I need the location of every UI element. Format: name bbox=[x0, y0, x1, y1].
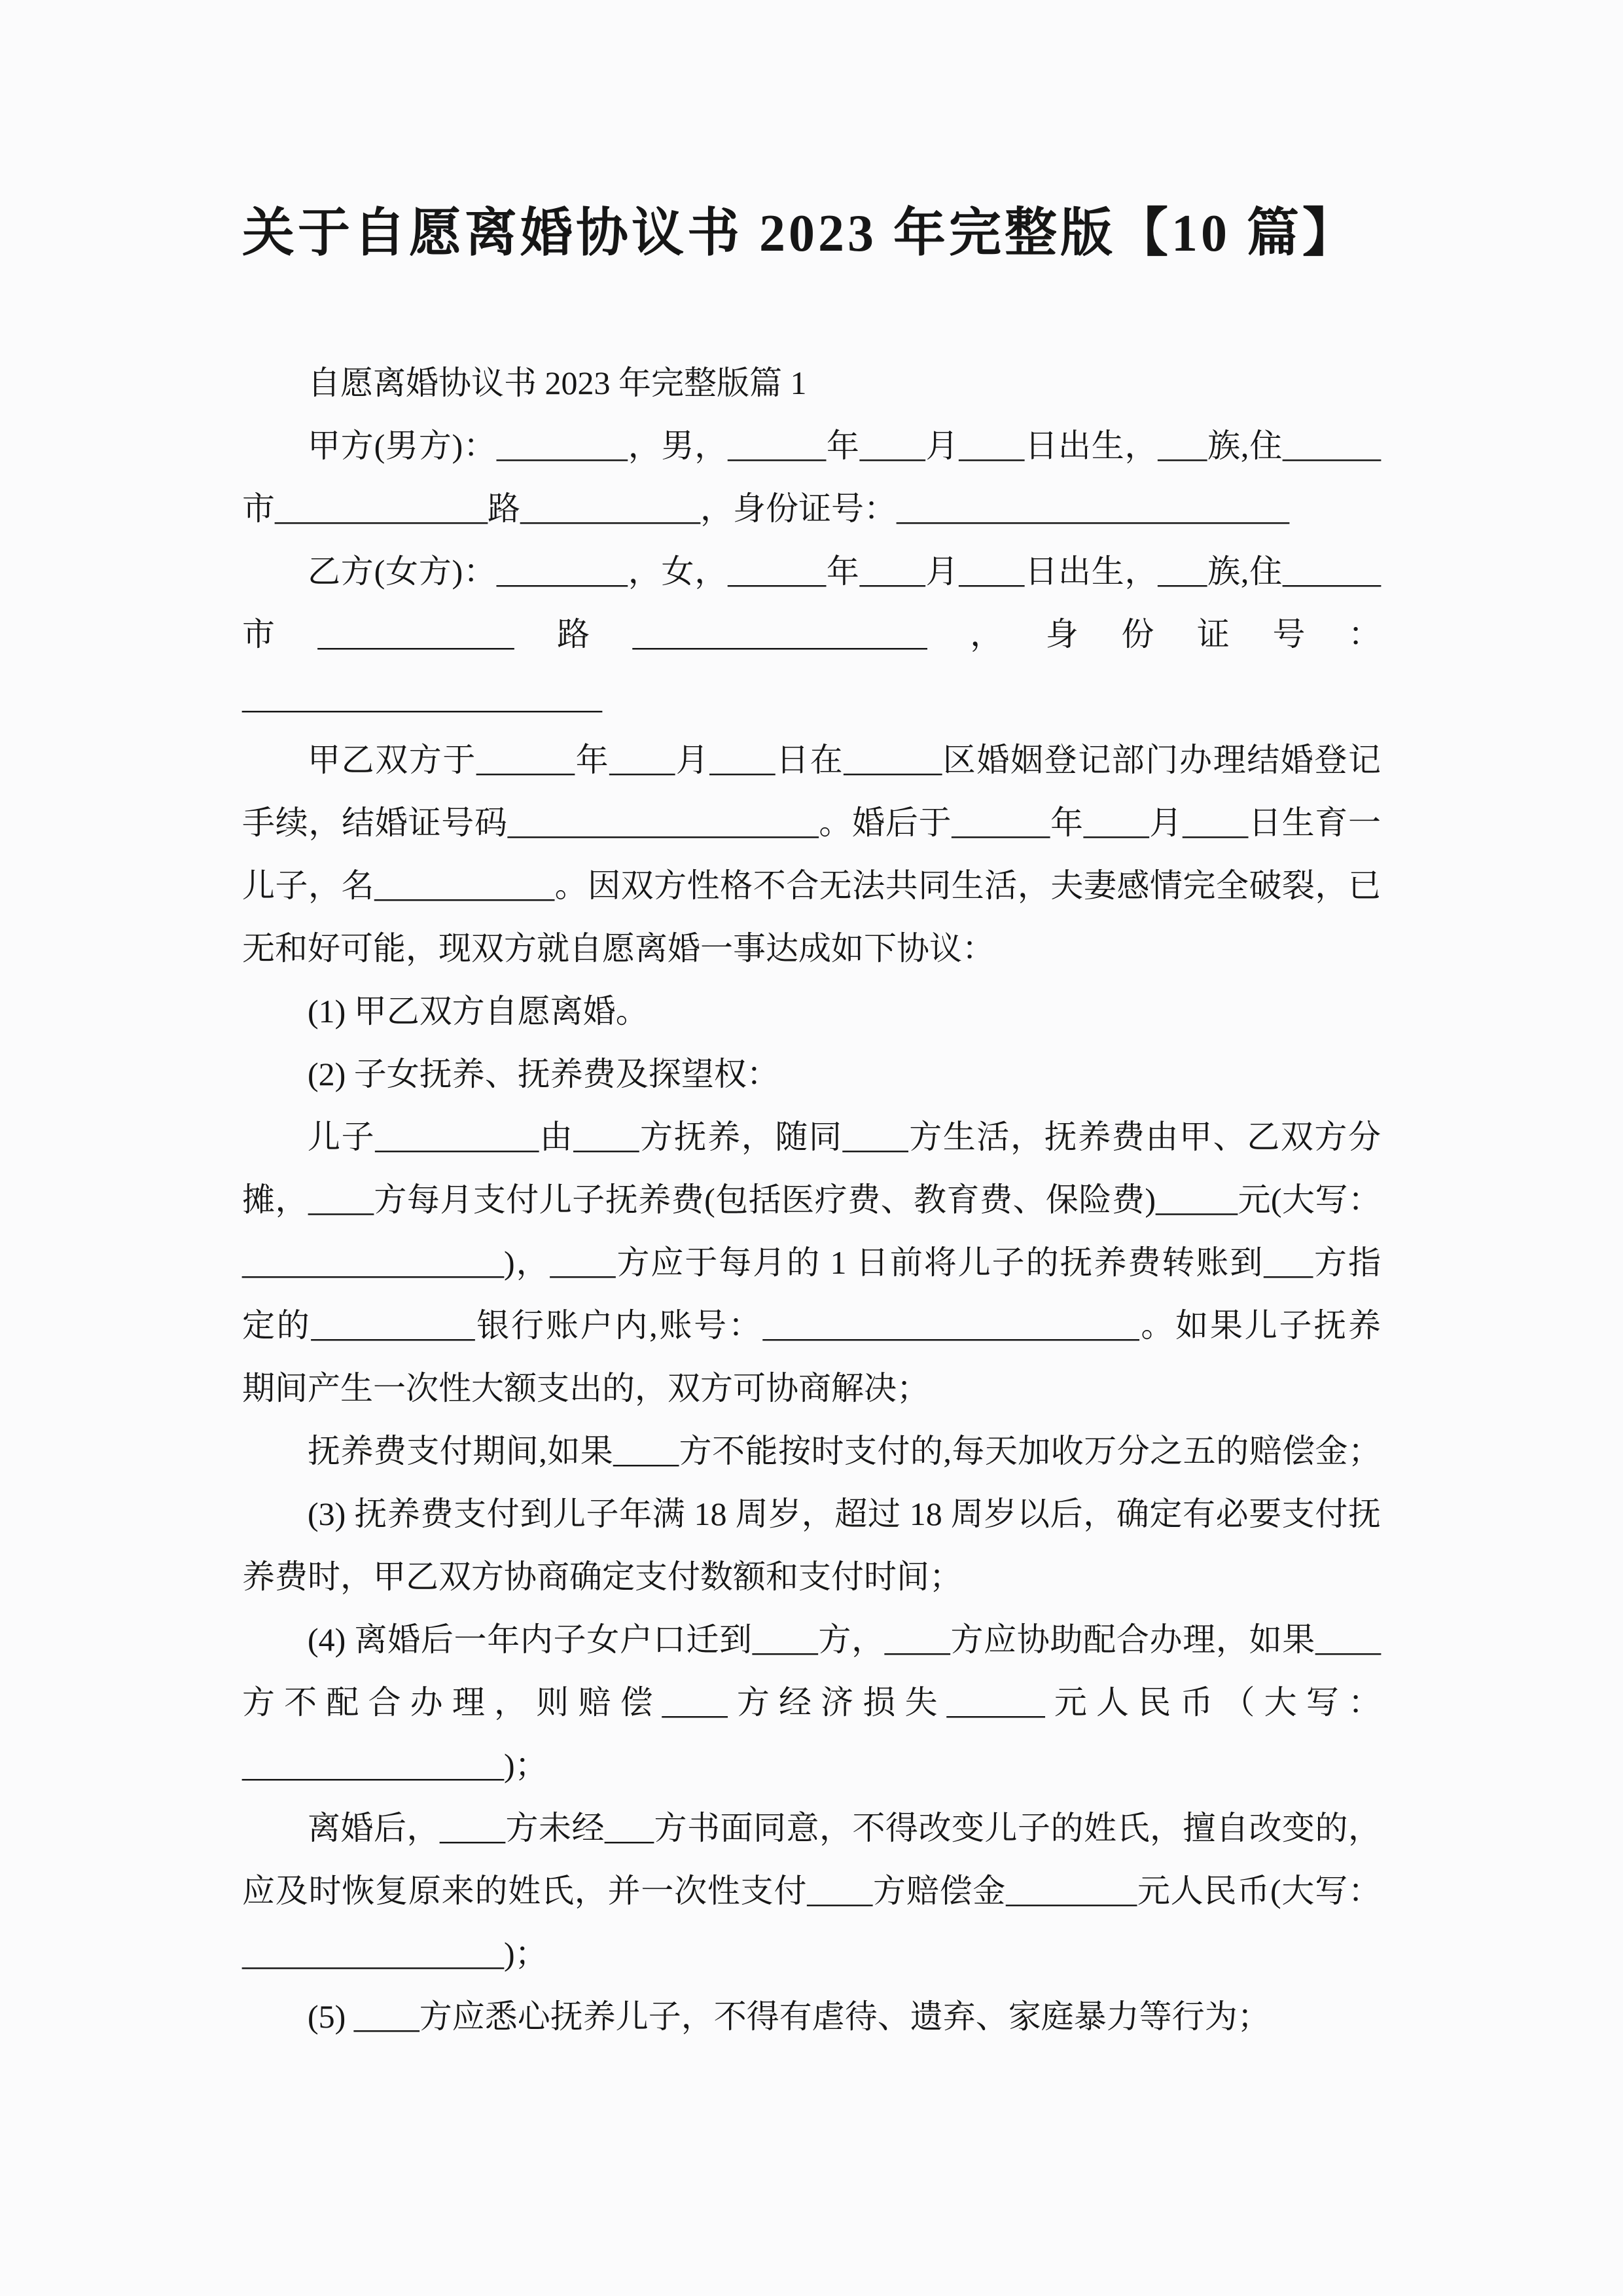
party-b-id-blank-line: ______________________ bbox=[242, 679, 602, 715]
clause-2-late-payment-line: 抚养费支付期间,如果____方不能按时支付的,每天加收万分之五的赔偿金； bbox=[308, 1433, 1381, 1469]
clause-4-line-1: (4) 离婚后一年内子女户口迁到____方，____方应协助配合办理，如果____ bbox=[308, 1621, 1381, 1658]
clause-1-line: (1) 甲乙双方自愿离婚。 bbox=[308, 993, 649, 1030]
party-b-info-line-1: 乙方(女方)：________，女，______年____月____日出生，___族,住______ bbox=[308, 553, 1381, 590]
document-title: 关于自愿离婚协议书 2023 年完整版【10 篇】 bbox=[242, 205, 1358, 262]
clause-4-line-2: 方不配合办理，则赔偿____方经济损失______元人民币（大写： bbox=[242, 1684, 1381, 1721]
clause-3-line-2: 养费时，甲乙双方协商确定支付数额和支付时间； bbox=[242, 1558, 962, 1595]
clause-4-line-4: 离婚后，____方未经___方书面同意，不得改变儿子的姓氏，擅自改变的， bbox=[308, 1810, 1381, 1846]
clause-2-heading-line: (2) 子女抚养、抚养费及探望权： bbox=[308, 1056, 779, 1092]
clause-2-line-5: 期间产生一次性大额支出的，双方可协商解决； bbox=[242, 1370, 929, 1407]
document-body bbox=[242, 351, 1381, 2048]
clause-2-line-3: ________________)，____方应于每月的 1 日前将儿子的抚养费转账到___方指 bbox=[242, 1244, 1381, 1281]
clause-5-line: (5) ____方应悉心抚养儿子，不得有虐待、遗弃、家庭暴力等行为； bbox=[308, 1998, 1270, 2035]
divorce-agreement-intro-line: 无和好可能，现双方就自愿离婚一事达成如下协议： bbox=[242, 930, 995, 967]
subtitle-line: 自愿离婚协议书 2023 年完整版篇 1 bbox=[308, 365, 807, 401]
clause-2-line-2: 摊，____方每月支付儿子抚养费(包括医疗费、教育费、保险费)_____元(大写： bbox=[242, 1181, 1381, 1218]
clause-3-line-1: (3) 抚养费支付到儿子年满 18 周岁，超过 18 周岁以后，确定有必要支付抚 bbox=[308, 1496, 1381, 1532]
party-a-info-line-1: 甲方(男方)：________，男，______年____月____日出生，___族,住______ bbox=[308, 427, 1381, 464]
marriage-registration-line-1: 甲乙双方于______年____月____日在______区婚姻登记部门办理结婚登记 bbox=[308, 742, 1381, 778]
clause-4-line-5: 应及时恢复原来的姓氏，并一次性支付____方赔偿金________元人民币(大写： bbox=[242, 1873, 1381, 1909]
clause-2-line-4: 定的__________银行账户内,账号：_______________________。如果儿子抚养 bbox=[242, 1307, 1381, 1344]
party-a-info-line-2: 市_____________路___________，身份证号：________________________ bbox=[242, 490, 1289, 527]
marriage-registration-line-3: 儿子，名___________。因双方性格不合无法共同生活，夫妻感情完全破裂，已 bbox=[242, 867, 1381, 904]
clause-4-line-3: ________________)； bbox=[242, 1747, 548, 1784]
party-b-info-line-2: 市____________路__________________，身份证号： bbox=[242, 616, 1381, 653]
marriage-registration-line-2: 手续，结婚证号码___________________。婚后于______年____月____日生育一 bbox=[242, 804, 1381, 841]
clause-4-line-6: ________________)； bbox=[242, 1935, 548, 1972]
clause-2-line-1: 儿子__________由____方抚养，随同____方生活，抚养费由甲、乙双方分 bbox=[308, 1119, 1381, 1155]
